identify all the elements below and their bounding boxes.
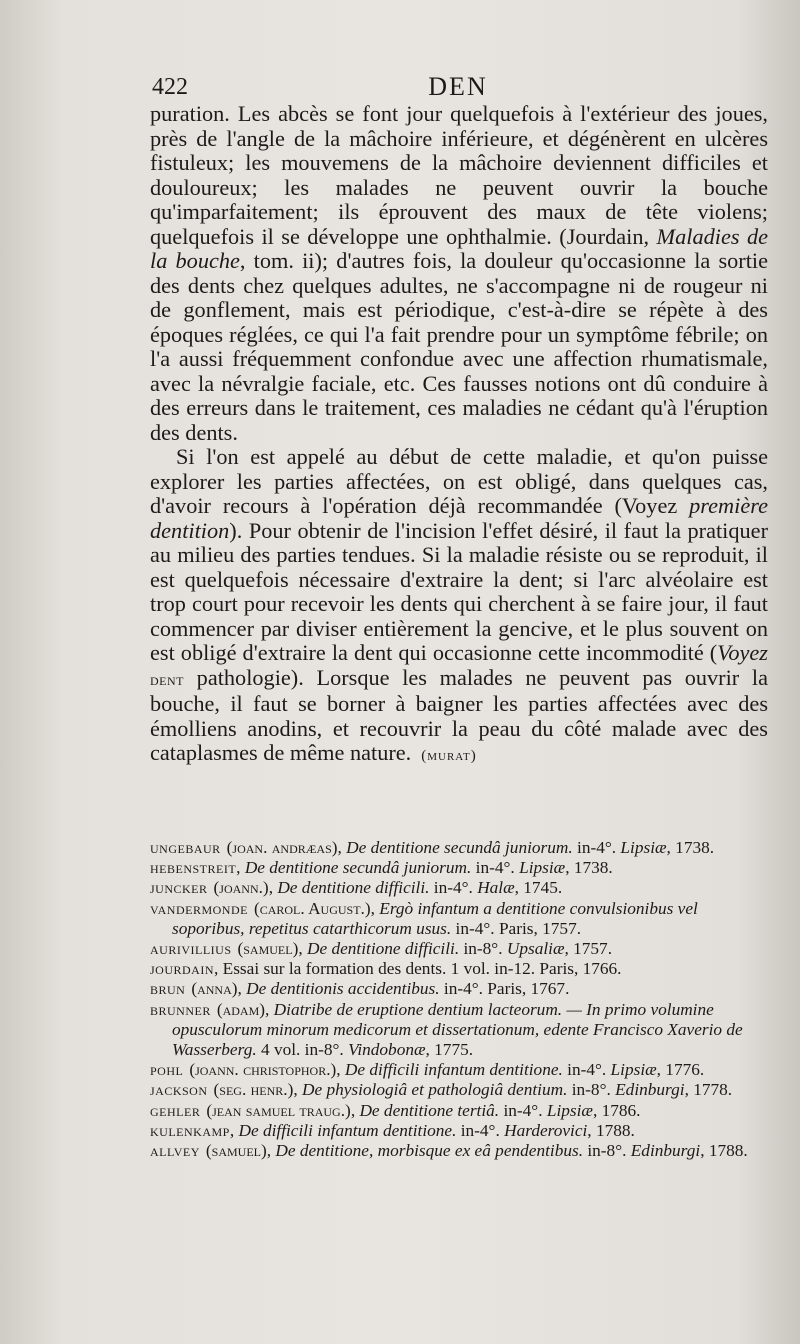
bibliography-entry — [150, 878, 770, 898]
entry-details: in-8°. — [567, 1080, 616, 1100]
entry-year: , 1738. — [666, 838, 715, 857]
entry-details: in-4°. Paris, 1757. — [451, 918, 582, 938]
paragraph — [150, 445, 768, 769]
entry-forename: (anna) — [191, 979, 238, 999]
entry-year: , 1788. — [700, 1141, 748, 1161]
entry-details: in-4°. — [471, 858, 520, 878]
bibliography-entry — [150, 1141, 770, 1161]
voyez-label: Voyez — [717, 640, 768, 665]
entry-forename: (jean samuel traug.) — [206, 1100, 351, 1120]
paragraph-text: puration. Les abcès se font jour quelquefois à l'extérieur des joues, près de l'angle de la mâchoire inférieure, et dégénèrent en ulcères fistuleux; les mouvemens de la mâchoire deviennent difficiles et douloureux; les malades ne peuvent ouvrir la bouche qu'imparfaitement; ils éprouvent des maux de tête violens; quelquefois il se développe une ophthalmie. (Jourdain, — [150, 101, 768, 249]
entry-author: brun — [150, 979, 186, 999]
entry-forename: (carol. August.) — [253, 898, 371, 918]
entry-year: , 1745. — [514, 878, 563, 898]
paragraph — [150, 102, 768, 445]
entry-details: in-8°. — [459, 939, 507, 959]
entry-separator: , — [268, 878, 278, 898]
entry-separator: , — [214, 959, 223, 979]
entry-separator: , — [293, 1080, 302, 1100]
entry-author: kulenkamp — [150, 1120, 230, 1140]
entry-place: Lipsiæ — [519, 858, 566, 878]
entry-author: jackson — [150, 1080, 208, 1100]
entry-title: Ergò infantum a dentitione convulsionibus vel soporibus, repetitus catarthicorum usus. — [172, 898, 698, 938]
entry-title: De dentitione difficili. — [277, 878, 430, 898]
cross-reference: dent — [150, 669, 184, 689]
entry-place: Lipsiæ — [620, 838, 667, 857]
bibliography-entry — [150, 1060, 770, 1080]
entry-separator: , — [350, 1100, 360, 1120]
entry-author: aurivillius — [150, 939, 232, 959]
entry-year: , 1788. — [587, 1120, 635, 1140]
entry-author: vandermonde — [150, 898, 248, 918]
entry-separator: , — [266, 1141, 276, 1161]
page-header — [152, 68, 764, 102]
entry-separator: , — [236, 858, 245, 878]
entry-forename: (joan. andræas) — [226, 838, 338, 857]
entry-year: , 1738. — [565, 858, 613, 878]
entry-year: , 1776. — [656, 1060, 705, 1080]
entry-title: De difficili infantum dentitione. — [344, 1060, 563, 1080]
entry-place: Lipsiæ — [546, 1100, 593, 1120]
entry-forename: (samuel) — [237, 939, 299, 959]
entry-separator: , — [265, 999, 274, 1019]
running-head: DEN — [428, 72, 488, 101]
bibliography-entry — [150, 1121, 770, 1141]
bibliography-entry — [150, 979, 770, 999]
entry-separator: , — [229, 1120, 239, 1140]
entry-details: Essai sur la formation des dents. 1 vol. in-12. Paris, 1766. — [222, 959, 622, 979]
entry-title: De physiologiâ et pathologiâ dentium. — [301, 1080, 568, 1100]
entry-details: 4 vol. in-8°. — [256, 1040, 349, 1060]
entry-author: pohl — [150, 1060, 184, 1080]
bibliography-entry — [150, 1000, 770, 1061]
cited-title: première dentition — [150, 493, 768, 543]
entry-forename: (joann. christophor.) — [189, 1060, 337, 1080]
entry-details: in-4°. — [456, 1120, 505, 1140]
bibliography — [150, 838, 770, 1161]
bibliography-entry — [150, 1080, 770, 1100]
bibliography-entry — [150, 939, 770, 959]
entry-place: Edinburgi — [615, 1080, 685, 1100]
entry-details: in-4°. — [562, 1060, 611, 1080]
cited-title: Maladies de la bouche — [150, 223, 768, 273]
entry-title: De difficili infantum dentitione. — [238, 1120, 457, 1140]
entry-details: in-4°. — [499, 1100, 547, 1120]
entry-place: Harderovici — [504, 1120, 588, 1140]
entry-separator: , — [237, 979, 247, 999]
author-signature: (murat) — [421, 748, 477, 764]
entry-separator: , — [298, 939, 307, 959]
entry-author: allvey — [150, 1141, 200, 1161]
entry-place: Vindobonæ — [348, 1040, 426, 1060]
entry-forename: (adam) — [216, 999, 266, 1019]
bibliography-entry — [150, 838, 770, 858]
main-text — [150, 102, 768, 769]
entry-author: ungebaur — [150, 838, 221, 857]
entry-title: De dentitione secundâ juniorum. — [244, 858, 472, 878]
entry-forename: (samuel) — [205, 1141, 267, 1161]
entry-year: , 1775. — [425, 1040, 474, 1060]
entry-place: Edinburgi — [630, 1141, 701, 1161]
paragraph-text: , tom. ii); d'autres fois, la douleur qu'occasionne la sortie des dents chez quelques adultes, ne s'accompagne ni de rougeur ni de gonflement, mais est périodique, c'est-à-dire se répète à des époques réglées, ce qui l'a fait prendre pour un symptôme fébrile; on l'a aussi fréquemment confondue avec une affection rhumatismale, avec la névralgie faciale, etc. Ces fausses notions ont dû conduire à des erreurs dans le traitement, ces maladies ne cédant qu'à l'éruption des dents. — [150, 248, 768, 445]
entry-forename: (joann.) — [213, 878, 269, 898]
bibliography-entry — [150, 858, 770, 878]
entry-author: brunner — [150, 999, 211, 1019]
paragraph-text: ). Pour obtenir de l'incision l'effet désiré, il faut la pratiquer au milieu des parties tendues. Si la maladie résiste ou se reproduit, il est quelquefois nécessaire d'extraire la dent; si l'arc alvéolaire est trop court pour recevoir les dents qui cherchent à se faire jour, il faut commencer par diviser entièrement la gencive, et le plus souvent on est obligé d'extraire la dent qui occasionne cette incommodité ( — [150, 517, 768, 665]
entry-year: , 1786. — [592, 1100, 641, 1120]
entry-details: in-4°. Paris, 1767. — [439, 979, 570, 999]
entry-title: De dentitione difficili. — [307, 939, 460, 959]
entry-title: De dentitione secundâ juniorum. — [346, 838, 573, 857]
bibliography-entry — [150, 959, 770, 979]
entry-year: , 1757. — [564, 939, 613, 959]
entry-separator: , — [336, 1060, 345, 1080]
entry-author: juncker — [150, 878, 208, 898]
paragraph-text: pathologie). Lorsque les malades ne peuvent pas ouvrir la bouche, il faut se borner à baigner les parties affectées avec des émolliens anodins, et recouvrir la peau du côté malade avec des cataplasmes de même nature. — [150, 664, 768, 765]
entry-place: Halæ — [477, 878, 515, 898]
page-number: 422 — [152, 74, 188, 100]
paragraph-text: Si l'on est appelé au début de cette maladie, et qu'on puisse explorer les parties affectées, on est obligé, dans quelques cas, d'avoir recours à l'opération déjà recommandée (Voyez — [150, 444, 768, 518]
entry-author: hebenstreit — [150, 858, 237, 878]
entry-title: De dentitione, morbisque ex eâ pendentibus. — [275, 1141, 584, 1161]
entry-place: Upsaliæ — [506, 939, 565, 959]
entry-title: Diatribe de eruptione dentium lacteorum. — In primo volumine opusculorum minorum medicorum et dissertationum, edente Francisco Xaverio de Wasserberg. — [172, 999, 743, 1060]
entry-title: De dentitione tertiâ. — [359, 1100, 500, 1120]
entry-place: Lipsiæ — [610, 1060, 657, 1080]
bibliography-entry — [150, 1101, 770, 1121]
entry-forename: (seg. henr.) — [213, 1080, 294, 1100]
entry-year: , 1778. — [684, 1080, 733, 1100]
entry-details: in-8°. — [583, 1141, 631, 1161]
bibliography-entry — [150, 899, 770, 939]
entry-author: jourdain — [150, 959, 214, 979]
entry-author: gehler — [150, 1100, 201, 1120]
entry-title: De dentitionis accidentibus. — [246, 979, 440, 999]
entry-separator: , — [370, 898, 380, 918]
entry-details: in-4°. — [572, 838, 621, 857]
entry-separator: , — [337, 838, 347, 857]
entry-details: in-4°. — [429, 878, 478, 898]
